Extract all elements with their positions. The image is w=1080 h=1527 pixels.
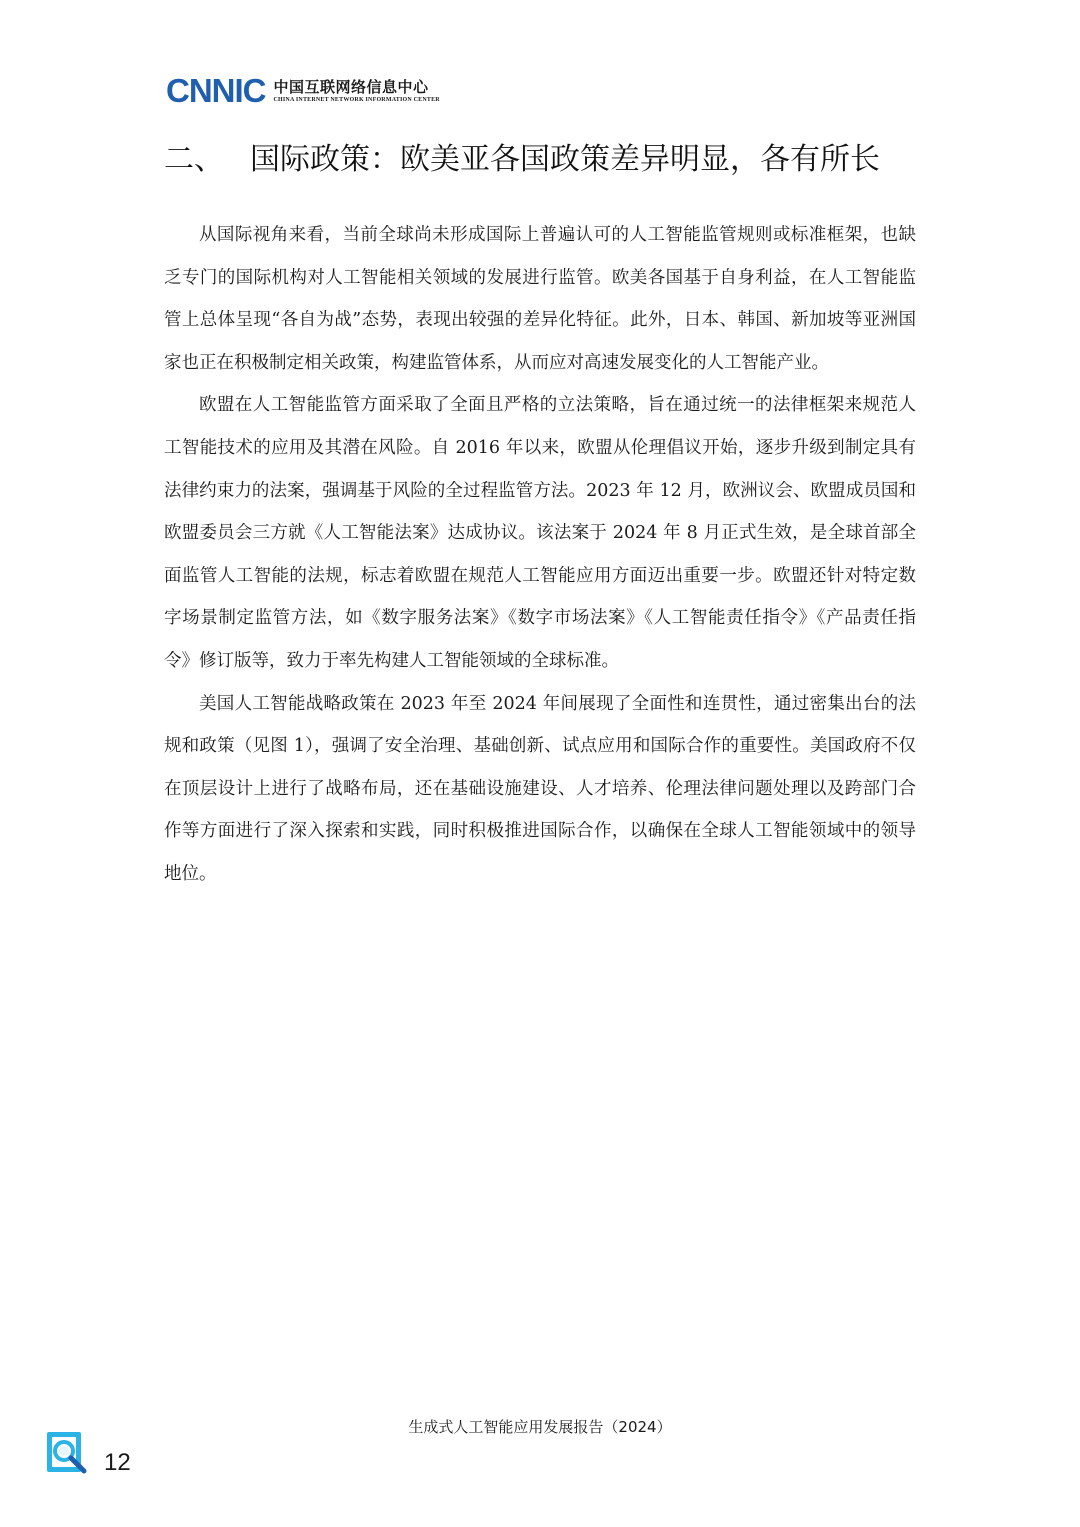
org-name-block <box>274 78 440 104</box>
body-text <box>164 214 916 896</box>
header-logo <box>166 74 440 108</box>
paragraph-2: 欧盟在人工智能监管方面采取了全面且严格的立法策略，旨在通过统一的法律框架来规范人工智能技术的应用及其潜在风险。自 2016 年以来，欧盟从伦理倡议开始，逐步升级到制定具有法律约束力的法案，强调基于风险的全过程监管方法。2023 年 12 月，欧洲议会、欧盟成员国和欧盟委员会三方就《人工智能法案》达成协议。该法案于 2024 年 8 月正式生效，是全球首部全面监管人工智能的法规，标志着欧盟在规范人工智能应用方面迈出重要一步。欧盟还针对特定数字场景制定监管方法，如《数字服务法案》《数字市场法案》《人工智能责任指令》《产品责任指令》修订版等，致力于率先构建人工智能领域的全球标准。 <box>164 395 916 671</box>
org-name-en: CHINA INTERNET NETWORK INFORMATION CENTER <box>273 97 440 103</box>
section-title-text: 国际政策：欧美亚各国政策差异明显，各有所长 <box>250 142 880 177</box>
footer-report-title: 生成式人工智能应用发展报告（2024） <box>408 1418 672 1436</box>
section-title <box>164 138 924 182</box>
page-number: 12 <box>104 1449 131 1476</box>
section-number: 二、 <box>164 142 224 177</box>
paragraph-1: 从国际视角来看，当前全球尚未形成国际上普遍认可的人工智能监管规则或标准框架，也缺乏专门的国际机构对人工智能相关领域的发展进行监管。欧美各国基于自身利益，在人工智能监管上总体呈现“各自为战”态势，表现出较强的差异化特征。此外，日本、韩国、新加坡等亚洲国家也正在积极制定相关政策，构建监管体系，从而应对高速发展变化的人工智能产业。 <box>164 225 916 373</box>
magnifier-document-icon <box>44 1430 90 1476</box>
org-name-cn: 中国互联网络信息中心 <box>273 78 429 96</box>
cnnic-logo-mark: CNNIC <box>166 72 266 109</box>
paragraph-3: 美国人工智能战略政策在 2023 年至 2024 年间展现了全面性和连贯性，通过密集出台的法规和政策（见图 1），强调了安全治理、基础创新、试点应用和国际合作的重要性。美国政府不仅在顶层设计上进行了战略布局，还在基础设施建设、人才培养、伦理法律问题处理以及跨部门合作等方面进行了深入探索和实践，同时积极推进国际合作，以确保在全球人工智能领域中的领导地位。 <box>164 693 916 884</box>
